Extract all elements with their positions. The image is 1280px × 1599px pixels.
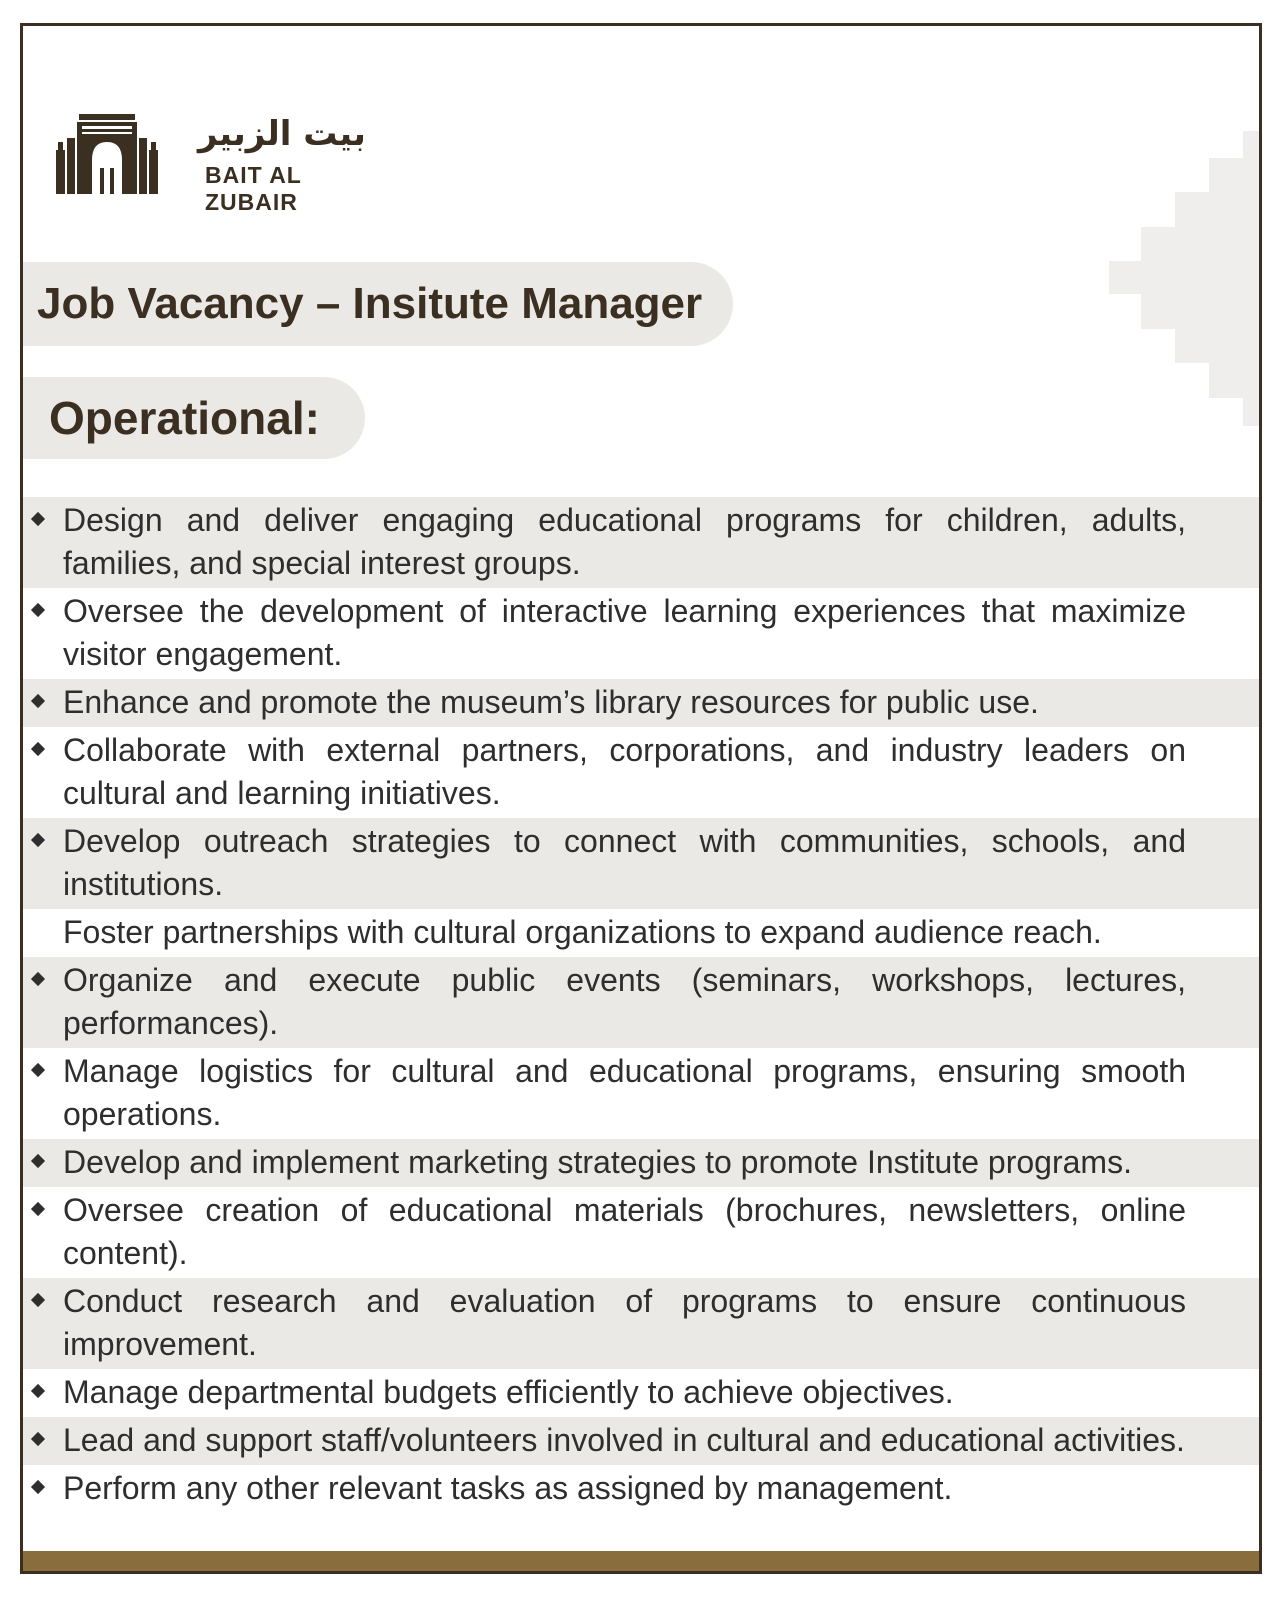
list-item-text: Oversee the development of interactive learning experiences that maximize visitor engagement. — [63, 593, 1186, 672]
section-heading-banner — [23, 377, 365, 459]
list-item-text: Organize and execute public events (seminars, workshops, lectures, performances). — [63, 962, 1186, 1041]
diamond-bullet-icon — [31, 833, 45, 847]
list-item — [23, 497, 1261, 588]
list-item-text: Develop and implement marketing strategies to promote Institute programs. — [63, 1144, 1132, 1180]
list-item-text: Oversee creation of educational materials (brochures, newsletters, online content). — [63, 1192, 1186, 1271]
page-title: Job Vacancy – Insitute Manager — [37, 279, 703, 328]
list-item — [23, 1048, 1261, 1139]
diamond-bullet-icon — [31, 1063, 45, 1077]
job-title-banner — [23, 262, 733, 346]
list-item — [23, 679, 1261, 727]
list-item — [23, 1139, 1261, 1187]
diamond-bullet-icon — [31, 742, 45, 756]
diamond-bullet-icon — [31, 1293, 45, 1307]
list-item-text: Manage logistics for cultural and educational programs, ensuring smooth operations. — [63, 1053, 1186, 1132]
logo-english-text: BAIT AL ZUBAIR — [205, 162, 302, 215]
list-item — [23, 588, 1261, 679]
diamond-bullet-icon — [31, 972, 45, 986]
list-item — [23, 818, 1261, 909]
diamond-bullet-icon — [31, 1480, 45, 1494]
list-item-text: Develop outreach strategies to connect with communities, schools, and institutions. — [63, 823, 1186, 902]
list-item — [23, 1369, 1261, 1417]
diamond-bullet-icon — [31, 1384, 45, 1398]
list-item-text: Foster partnerships with cultural organizations to expand audience reach. — [63, 914, 1102, 950]
list-item — [23, 1465, 1261, 1513]
list-item-text: Conduct research and evaluation of programs to ensure continuous improvement. — [63, 1283, 1186, 1362]
diamond-bullet-icon — [31, 1202, 45, 1216]
geometric-pattern-decoration — [1109, 131, 1259, 426]
logo-arabic-text: بيت الزبير — [198, 114, 366, 154]
list-item-text: Perform any other relevant tasks as assigned by management. — [63, 1470, 953, 1506]
diamond-bullet-icon — [31, 1154, 45, 1168]
poster-frame — [20, 23, 1262, 1574]
list-item-text: Manage departmental budgets efficiently to achieve objectives. — [63, 1374, 954, 1410]
diamond-bullet-icon — [31, 512, 45, 526]
list-item-text: Enhance and promote the museum’s library resources for public use. — [63, 684, 1039, 720]
diamond-bullet-icon — [31, 1432, 45, 1446]
gate-emblem-icon — [56, 112, 158, 194]
diamond-bullet-icon — [31, 603, 45, 617]
diamond-bullet-icon — [31, 694, 45, 708]
list-item — [23, 957, 1261, 1048]
duties-list — [23, 497, 1261, 1513]
bait-al-zubair-logo — [56, 112, 396, 215]
list-item — [23, 1187, 1261, 1278]
list-item — [23, 727, 1261, 818]
list-item — [23, 909, 1261, 957]
list-item-text: Lead and support staff/volunteers involved in cultural and educational activities. — [63, 1422, 1185, 1458]
list-item — [23, 1278, 1261, 1369]
section-heading: Operational: — [49, 392, 320, 444]
list-item-text: Design and deliver engaging educational programs for children, adults, families, and special interest groups. — [63, 502, 1186, 581]
list-item-text: Collaborate with external partners, corporations, and industry leaders on cultural and learning initiatives. — [63, 732, 1186, 811]
bottom-accent-bar — [23, 1551, 1259, 1571]
list-item — [23, 1417, 1261, 1465]
